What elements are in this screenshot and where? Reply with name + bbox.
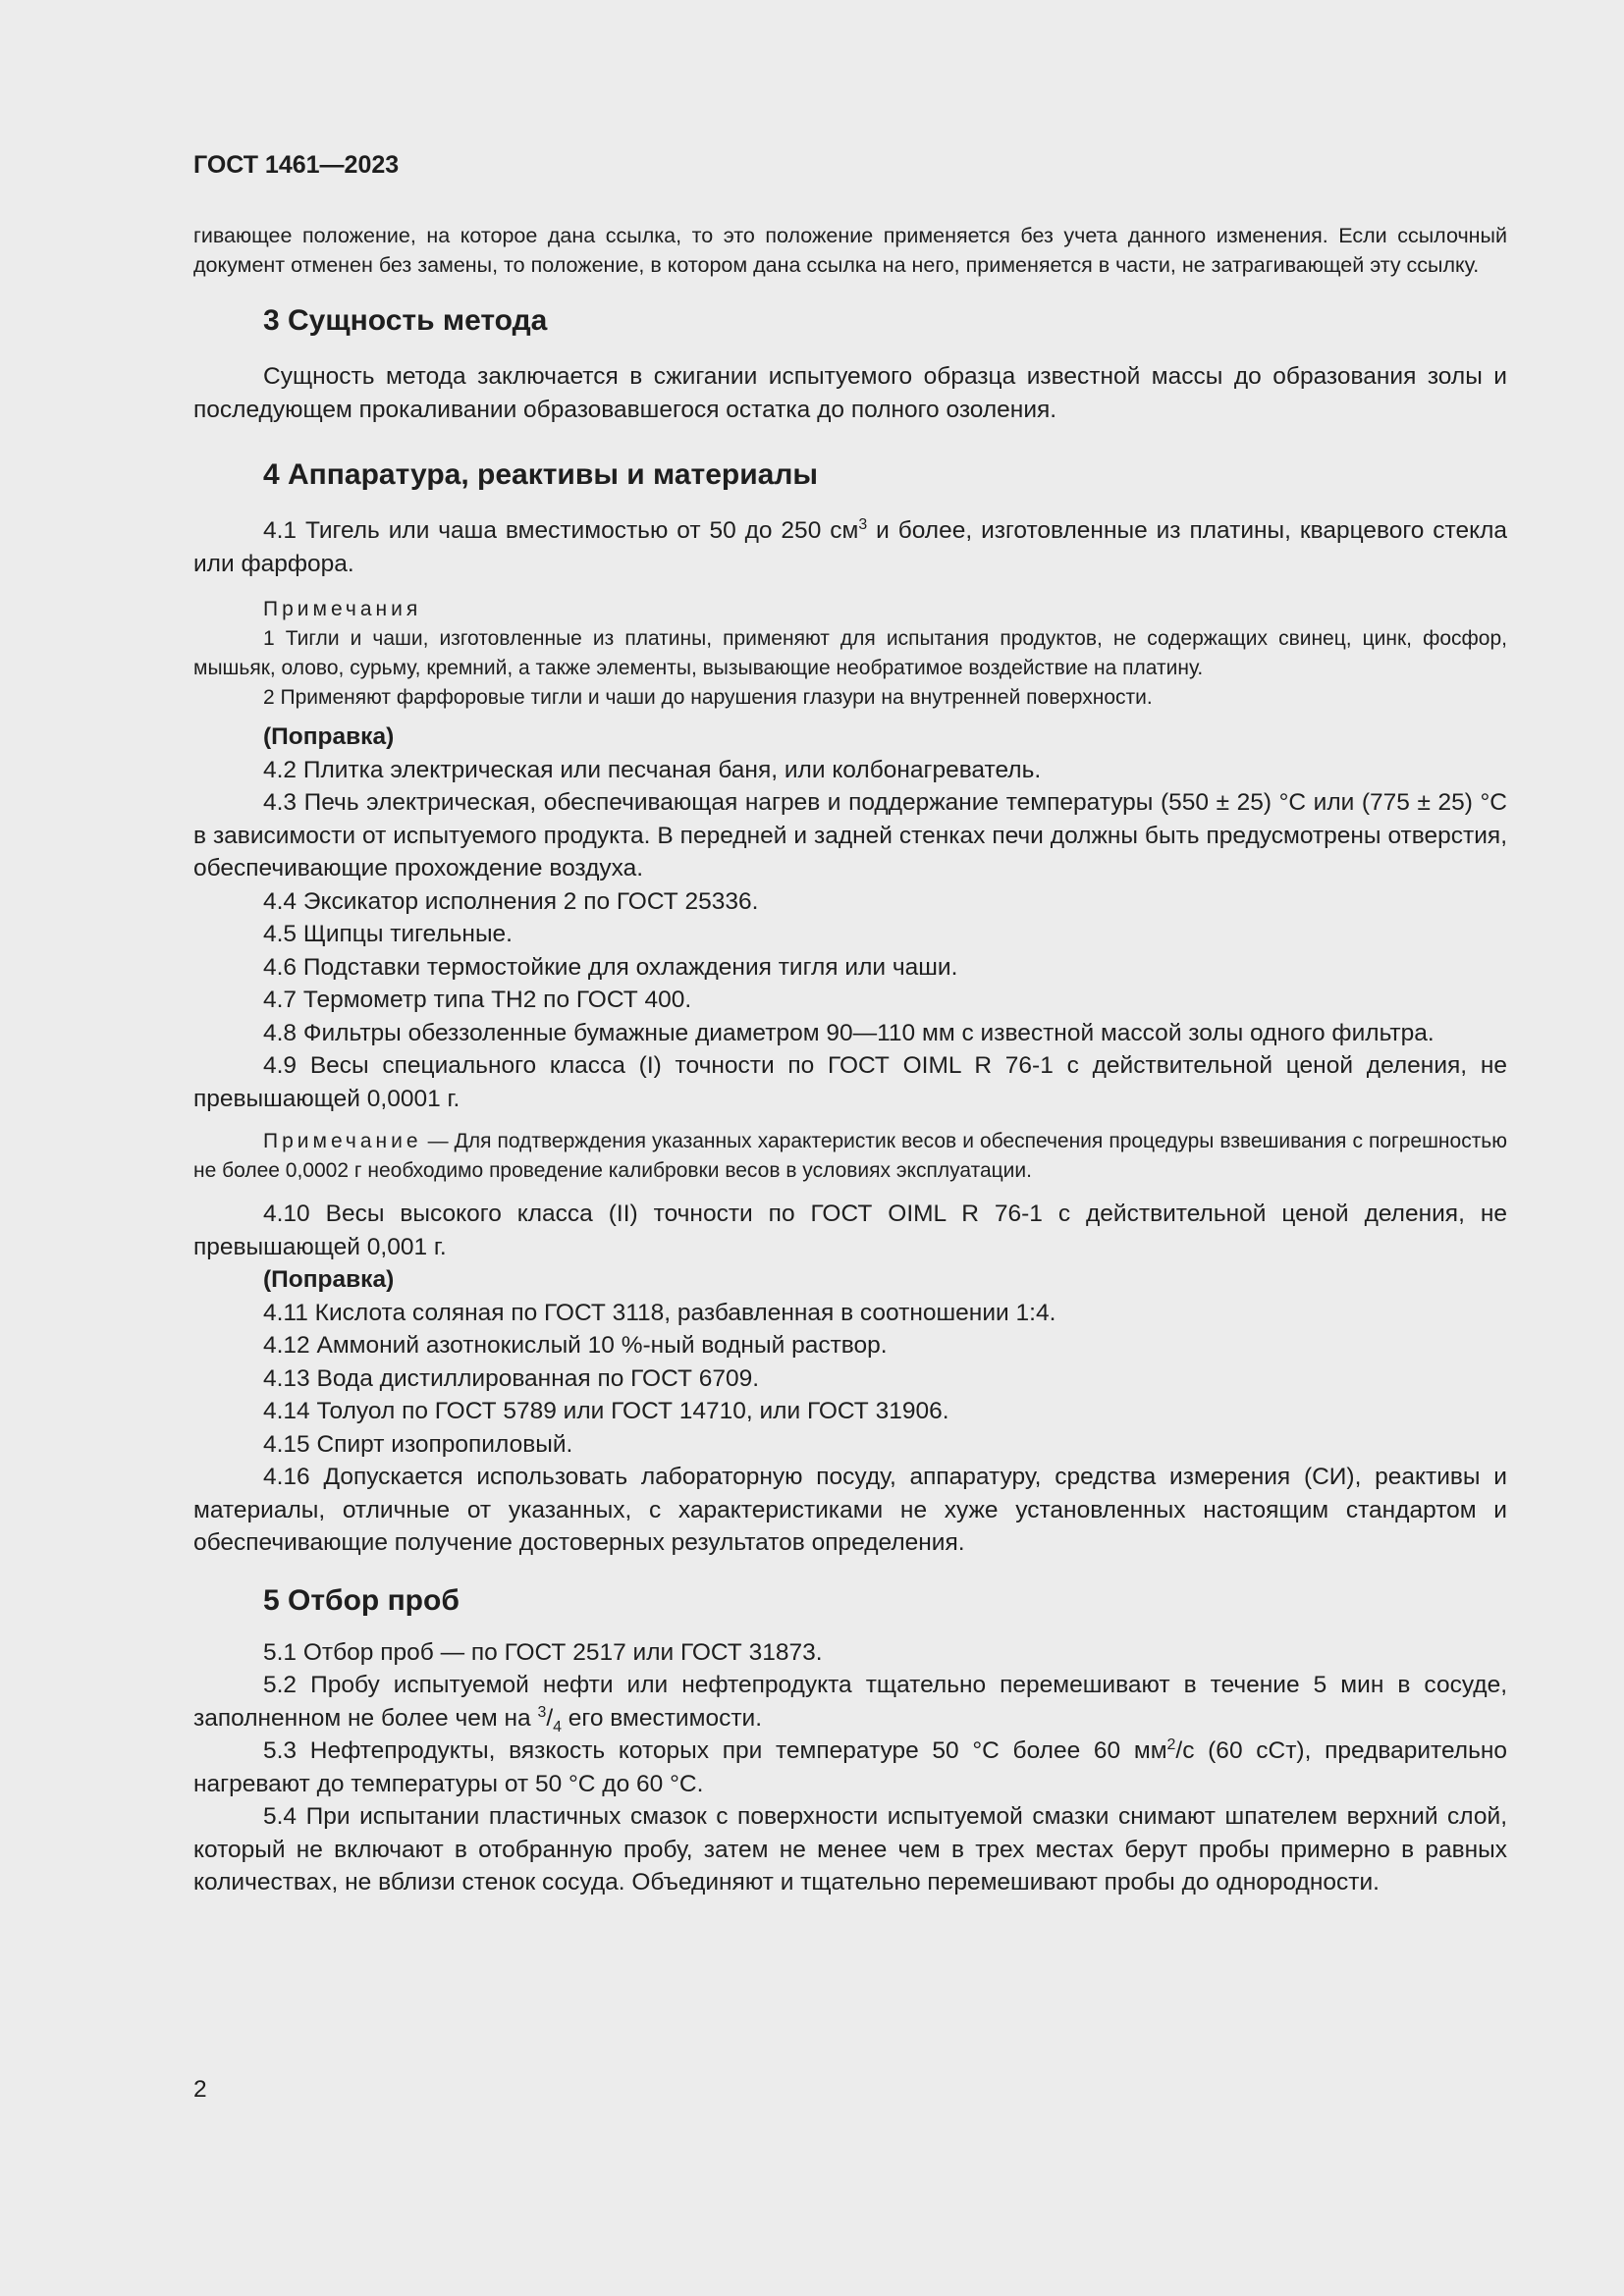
page-number: 2: [193, 2076, 207, 2103]
section-5-title: 5 Отбор проб: [263, 1583, 460, 1617]
item-4-12: 4.12 Аммоний азотнокислый 10 %-ный водный раствор.: [263, 1332, 888, 1359]
item-4-15: 4.15 Спирт изопропиловый.: [263, 1430, 573, 1458]
section-4-title: 4 Аппаратура, реактивы и материалы: [263, 458, 819, 491]
correction-2: (Поправка): [263, 1266, 395, 1293]
item-4-13: 4.13 Вода дистиллированная по ГОСТ 6709.: [263, 1364, 760, 1392]
item-5-2: 5.2 Пробу испытуемой нефти или нефтепродукта тщательно перемешивают в течение 5 мин в сосуде, заполненном не более чем на $^3/_4$ его вместимости.: [193, 1672, 1507, 1735]
document-page: [193, 145, 1507, 1899]
item-4-10: 4.10 Весы высокого класса (II) точности по ГОСТ OIML R 76-1 с действительной ценой деления, не превышающей 0,001 г.: [193, 1201, 1507, 1260]
item-4-5: 4.5 Щипцы тигельные.: [263, 921, 513, 947]
item-4-9: 4.9 Весы специального класса (I) точности по ГОСТ OIML R 76-1 с действительной ценой деления, не превышающей 0,0001 г.: [193, 1052, 1507, 1112]
item-4-6: 4.6 Подставки термостойкие для охлаждения тигля или чаши.: [263, 953, 958, 981]
note-2: 2 Применяют фарфоровые тигли и чаши до нарушения глазури на внутренней поверхности.: [263, 686, 1153, 709]
item-4-7: 4.7 Термометр типа ТН2 по ГОСТ 400.: [263, 987, 692, 1013]
note-single: Примечание — Для подтверждения указанных характеристик весов и обеспечения процедуры взвешивания с погрешностью не более 0,0002 г необходимо проведение калибровки весов в условиях эксплуатации.: [193, 1130, 1507, 1182]
section-3-text: Сущность метода заключается в сжигании испытуемого образца известной массы до образования золы и последующем прокаливании образовавшегося остатка до полного озоления.: [193, 363, 1507, 423]
intro-paragraph: гивающее положение, на которое дана ссылка, то это положение применяется без учета данного изменения. Если ссылочный документ отменен без замены, то положение, в котором дана ссылка на него, применяется в части, не затрагивающей эту ссылку.: [193, 224, 1507, 277]
item-4-4: 4.4 Эксикатор исполнения 2 по ГОСТ 25336.: [263, 887, 759, 915]
item-4-3: 4.3 Печь электрическая, обеспечивающая нагрев и поддержание температуры (550 ± 25) °С или (775 ± 25) °С в зависимости от испытуемого продукта. В передней и задней стенках печи должны быть предусмотрены отверстия, обеспечивающие прохождение воздуха.: [193, 789, 1507, 881]
item-5-3: 5.3 Нефтепродукты, вязкость которых при температуре 50 °С более 60 $мм^2/с$ (60 сСт), предварительно нагревают до температуры от 50 °С до 60 °С.: [193, 1735, 1508, 1797]
item-4-16: 4.16 Допускается использовать лабораторную посуду, аппаратуру, средства измерения (СИ), реактивы и материалы, отличные от указанных, с характеристиками не хуже установленных настоящим стандартом и обеспечивающие получение достоверных результатов определения.: [193, 1464, 1507, 1556]
item-4-1: 4.1 Тигель или чаша вместимостью от 50 до 250 $см^3$ и более, изготовленные из платины, кварцевого стекла или фарфора.: [193, 515, 1507, 577]
item-4-8: 4.8 Фильтры обеззоленные бумажные диаметром 90—110 мм с известной массой золы одного фильтра.: [263, 1019, 1435, 1046]
note-single-label: Примечание: [263, 1130, 422, 1152]
item-4-2: 4.2 Плитка электрическая или песчаная баня, или колбонагреватель.: [263, 756, 1042, 783]
item-5-1: 5.1 Отбор проб — по ГОСТ 2517 или ГОСТ 31873.: [263, 1638, 823, 1666]
note-1: 1 Тигли и чаши, изготовленные из платины, применяют для испытания продуктов, не содержащих свинец, цинк, фосфор, мышьяк, олово, сурьму, кремний, а также элементы, вызывающие необратимое воздействие на платину.: [193, 627, 1507, 679]
section-3-title: 3 Сущность метода: [263, 304, 548, 337]
item-4-11: 4.11 Кислота соляная по ГОСТ 3118, разбавленная в соотношении 1:4.: [263, 1299, 1056, 1326]
notes-label: Примечания: [263, 598, 422, 620]
document-code-header: ГОСТ 1461—2023: [193, 151, 400, 179]
item-5-4: 5.4 При испытании пластичных смазок с поверхности испытуемой смазки снимают шпателем верхний слой, который не включают в отобранную пробу, затем не менее чем в трех местах берут пробы примерно в равных количествах, не вблизи стенок сосуда. Объединяют и тщательно перемешивают пробы до однородности.: [193, 1803, 1507, 1896]
item-4-14: 4.14 Толуол по ГОСТ 5789 или ГОСТ 14710, или ГОСТ 31906.: [263, 1398, 949, 1424]
correction-1: (Поправка): [263, 723, 395, 750]
